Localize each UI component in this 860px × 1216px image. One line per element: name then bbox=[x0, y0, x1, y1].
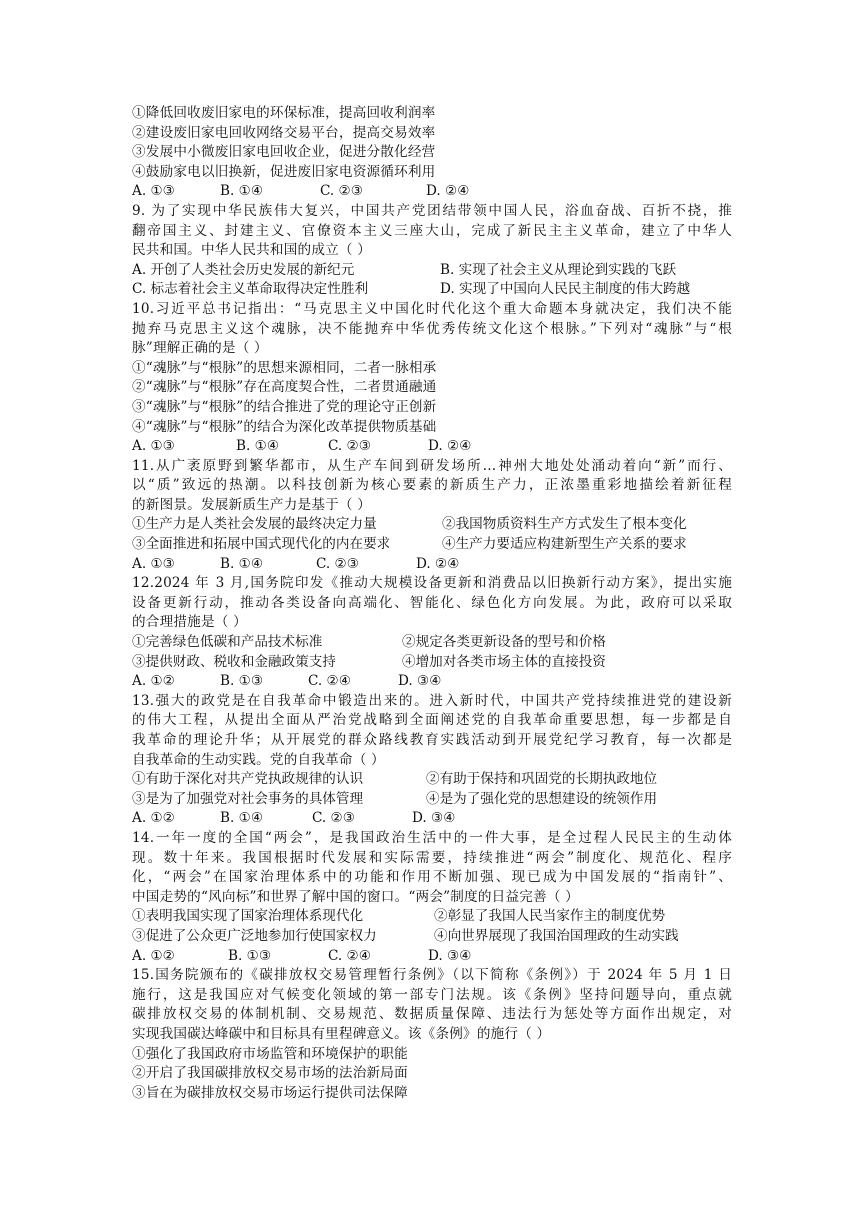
q9-option-b: B. 实现了社会主义从理论到实践的飞跃 bbox=[440, 261, 677, 278]
q12-stem-line-1: 12.2024 年 3 月,国务院印发《推动大规模设备更新和消费品以旧换新行动方案》，提出实施 bbox=[132, 575, 732, 592]
q10-option-a: A. ①③ bbox=[132, 438, 175, 455]
q11-item-2: ②我国物质资料生产方式发生了根本变化 bbox=[442, 516, 687, 533]
q14-item-4: ④向世界展现了我国治国理政的生动实践 bbox=[434, 927, 679, 944]
q13-option-c: C. ②③ bbox=[312, 810, 355, 827]
exam-page bbox=[132, 104, 732, 1103]
q9-stem-line-3: 民共和国。中华人民共和国的成立（ ） bbox=[132, 242, 372, 259]
q12-item-4: ④增加对各类市场主体的直接投资 bbox=[402, 653, 606, 670]
q11-option-c: C. ②③ bbox=[316, 555, 359, 572]
q12-option-c: C. ②④ bbox=[308, 673, 351, 690]
q15-stem-line-4: 实现我国碳达峰碳中和目标具有里程碑意义。该《条例》的施行（ ） bbox=[132, 1025, 551, 1042]
q12-item-3: ③提供财政、税收和金融政策支持 bbox=[132, 653, 336, 670]
q10-item-2: ②“魂脉”与“根脉”存在高度契合性，二者贯通融通 bbox=[132, 379, 437, 396]
q8-option-b: B. ①④ bbox=[220, 183, 264, 200]
q13-item-3: ③是为了加强党对社会事务的具体管理 bbox=[132, 790, 364, 807]
q11-option-b: B. ①④ bbox=[220, 555, 264, 572]
q11-option-d: D. ②④ bbox=[416, 555, 460, 572]
question-9 bbox=[132, 202, 732, 300]
q14-item-3: ③促进了公众更广泛地参加行使国家权力 bbox=[132, 927, 377, 944]
q8-item-3: ③发展中小微废旧家电回收企业，促进分散化经营 bbox=[132, 144, 436, 161]
q11-option-a: A. ①③ bbox=[132, 555, 175, 572]
q9-option-d: D. 实现了中国向人民民主制度的伟大跨越 bbox=[440, 281, 691, 298]
q13-option-b: B. ①④ bbox=[220, 810, 264, 827]
q14-items-row-1 bbox=[132, 907, 732, 927]
q12-options bbox=[132, 672, 732, 692]
q11-item-3: ③全面推进和拓展中国式现代化的内在要求 bbox=[132, 536, 391, 553]
q10-option-b: B. ①④ bbox=[236, 438, 280, 455]
q10-stem-line-2: 抛弃马克思主义这个魂脉，决不能抛弃中华优秀传统文化这个根脉。”下列对“魂脉”与“根 bbox=[132, 320, 732, 337]
q13-items-row-1 bbox=[132, 770, 732, 790]
q11-items-row-2 bbox=[132, 535, 732, 555]
q10-item-1: ①“魂脉”与“根脉”的思想来源相同，二者一脉相承 bbox=[132, 359, 437, 376]
q8-item-4: ④鼓励家电以旧换新，促进废旧家电资源循环利用 bbox=[132, 163, 436, 180]
question-14 bbox=[132, 829, 732, 966]
q14-stem-line-1: 14.一年一度的全国“两会”，是我国政治生活中的一件大事，是全过程人民民主的生动体 bbox=[132, 829, 732, 846]
q12-items-row-2 bbox=[132, 653, 732, 673]
q15-item-3: ③旨在为碳排放权交易市场运行提供司法保障 bbox=[132, 1084, 408, 1101]
q13-stem-line-3: 我革命的理论升华；从开展党的群众路线教育实践活动到开展党纪学习教育，每一次都是 bbox=[132, 732, 732, 748]
q14-option-b: B. ①③ bbox=[228, 947, 272, 964]
q13-item-2: ②有助于保持和巩固党的长期执政地位 bbox=[426, 771, 658, 788]
q14-item-1: ①表明我国实现了国家治理体系现代化 bbox=[132, 908, 364, 925]
q8-item-2: ②建设废旧家电回收网络交易平台，提高交易效率 bbox=[132, 124, 436, 141]
q11-items-row-1 bbox=[132, 515, 732, 535]
q12-items-row-1 bbox=[132, 633, 732, 653]
q9-options-row-2 bbox=[132, 280, 732, 300]
q13-stem-line-2: 的伟大工程，从提出全面从严治党战略到全面阐述党的自我革命重要思想，每一步都是自 bbox=[132, 712, 732, 729]
q10-item-3: ③“魂脉”与“根脉”的结合推进了党的理论守正创新 bbox=[132, 398, 437, 415]
q14-option-a: A. ①② bbox=[132, 947, 175, 964]
q14-options bbox=[132, 947, 732, 967]
q9-option-c: C. 标志着社会主义革命取得决定性胜利 bbox=[132, 281, 369, 298]
q14-option-c: C. ②④ bbox=[328, 947, 371, 964]
q10-options bbox=[132, 437, 732, 457]
q13-items-row-2 bbox=[132, 790, 732, 810]
q11-stem-line-3: 的新图景。发展新质生产力是基于（ ） bbox=[132, 496, 372, 513]
q13-options bbox=[132, 809, 732, 829]
question-8 bbox=[132, 104, 732, 202]
q12-item-2: ②规定各类更新设备的型号和价格 bbox=[402, 634, 606, 651]
q13-stem-line-1: 13.强大的政党是在自我革命中锻造出来的。进入新时代，中国共产党持续推进党的建设新 bbox=[132, 692, 732, 709]
q15-stem-line-3: 碳排放权交易的体制机制、交易规范、数据质量保障、违法行为惩处等方面作出规定，对 bbox=[132, 1006, 732, 1023]
q12-item-1: ①完善绿色低碳和产品技术标准 bbox=[132, 634, 323, 651]
q11-item-1: ①生产力是人类社会发展的最终决定力量 bbox=[132, 516, 377, 533]
q15-stem-line-1: 15.国务院颁布的《碳排放权交易管理暂行条例》（以下简称《条例》）于 2024 年 5 月 1 日 bbox=[132, 967, 732, 984]
q8-item-1: ①降低回收废旧家电的环保标准，提高回收利润率 bbox=[132, 105, 436, 121]
q9-options-row-1 bbox=[132, 261, 732, 281]
q11-stem-line-1: 11.从广袤原野到繁华都市，从生产车间到研发场所…神州大地处处涌动着向“新”而行、 bbox=[132, 457, 732, 474]
q15-item-2: ②开启了我国碳排放权交易市场的法治新局面 bbox=[132, 1065, 408, 1082]
q12-option-b: B. ①③ bbox=[220, 673, 264, 690]
question-10 bbox=[132, 300, 732, 457]
q10-stem-line-1: 10.习近平总书记指出：“马克思主义中国化时代化这个重大命题本身就决定，我们决不能 bbox=[132, 300, 732, 317]
q12-option-d: D. ③④ bbox=[398, 673, 442, 690]
q10-option-d: D. ②④ bbox=[428, 438, 472, 455]
q9-stem-line-1: 9. 为了实现中华民族伟大复兴，中国共产党团结带领中国人民，浴血奋战、百折不挠，推 bbox=[132, 202, 732, 219]
q8-options bbox=[132, 182, 732, 202]
q11-stem-line-2: 以“质”致远的热潮。以科技创新为核心要素的新质生产力，正浓墨重彩地描绘着新征程 bbox=[132, 477, 732, 494]
q12-stem-line-3: 的合理措施是（ ） bbox=[132, 614, 247, 631]
q14-stem-line-3: 化，“两会”在国家治理体系中的功能和作用不断加强、现已成为中国发展的“指南针”、 bbox=[132, 869, 732, 886]
q15-stem-line-2: 施行，这是我国应对气候变化领域的第一部专门法规。该《条例》坚持问题导向，重点就 bbox=[132, 986, 732, 1003]
q10-option-c: C. ②③ bbox=[328, 438, 371, 455]
q14-items-row-2 bbox=[132, 927, 732, 947]
q13-option-a: A. ①② bbox=[132, 810, 175, 827]
question-13 bbox=[132, 692, 732, 829]
q14-item-2: ②彰显了我国人民当家作主的制度优势 bbox=[434, 908, 666, 925]
q8-option-c: C. ②③ bbox=[320, 183, 363, 200]
q13-stem-line-4: 自我革命的生动实践。党的自我革命（ ） bbox=[132, 751, 385, 768]
question-11 bbox=[132, 457, 732, 575]
question-12 bbox=[132, 574, 732, 692]
q15-item-1: ①强化了我国政府市场监管和环境保护的职能 bbox=[132, 1045, 408, 1062]
q9-stem-line-2: 翻帝国主义、封建主义、官僚资本主义三座大山，完成了新民主主义革命，建立了中华人 bbox=[132, 222, 732, 239]
q11-options bbox=[132, 555, 732, 575]
q14-stem-line-4: 中国走势的“风向标”和世界了解中国的窗口。“两会”制度的日益完善（ ） bbox=[132, 888, 579, 905]
q11-item-4: ④生产力要适应构建新型生产关系的要求 bbox=[442, 536, 687, 553]
q8-option-a: A. ①③ bbox=[132, 183, 175, 200]
q13-item-1: ①有助于深化对共产党执政规律的认识 bbox=[132, 771, 364, 788]
q8-option-d: D. ②④ bbox=[426, 183, 470, 200]
q13-option-d: D. ③④ bbox=[412, 810, 456, 827]
question-15 bbox=[132, 966, 732, 1103]
q9-option-a: A. 开创了人类社会历史发展的新纪元 bbox=[132, 261, 355, 278]
q14-option-d: D. ③④ bbox=[428, 947, 472, 964]
q12-option-a: A. ①② bbox=[132, 673, 175, 690]
q14-stem-line-2: 现。数十年来。我国根据时代发展和实际需要，持续推进“两会”制度化、规范化、程序 bbox=[132, 849, 732, 866]
q13-item-4: ④是为了强化党的思想建设的统领作用 bbox=[426, 790, 658, 807]
q10-stem-line-3: 脉”理解正确的是（ ） bbox=[132, 340, 268, 357]
q10-item-4: ④“魂脉”与“根脉”的结合为深化改革提供物质基础 bbox=[132, 418, 437, 435]
q12-stem-line-2: 设备更新行动，推动各类设备向高端化、智能化、绿色化方向发展。为此，政府可以采取 bbox=[132, 594, 732, 611]
